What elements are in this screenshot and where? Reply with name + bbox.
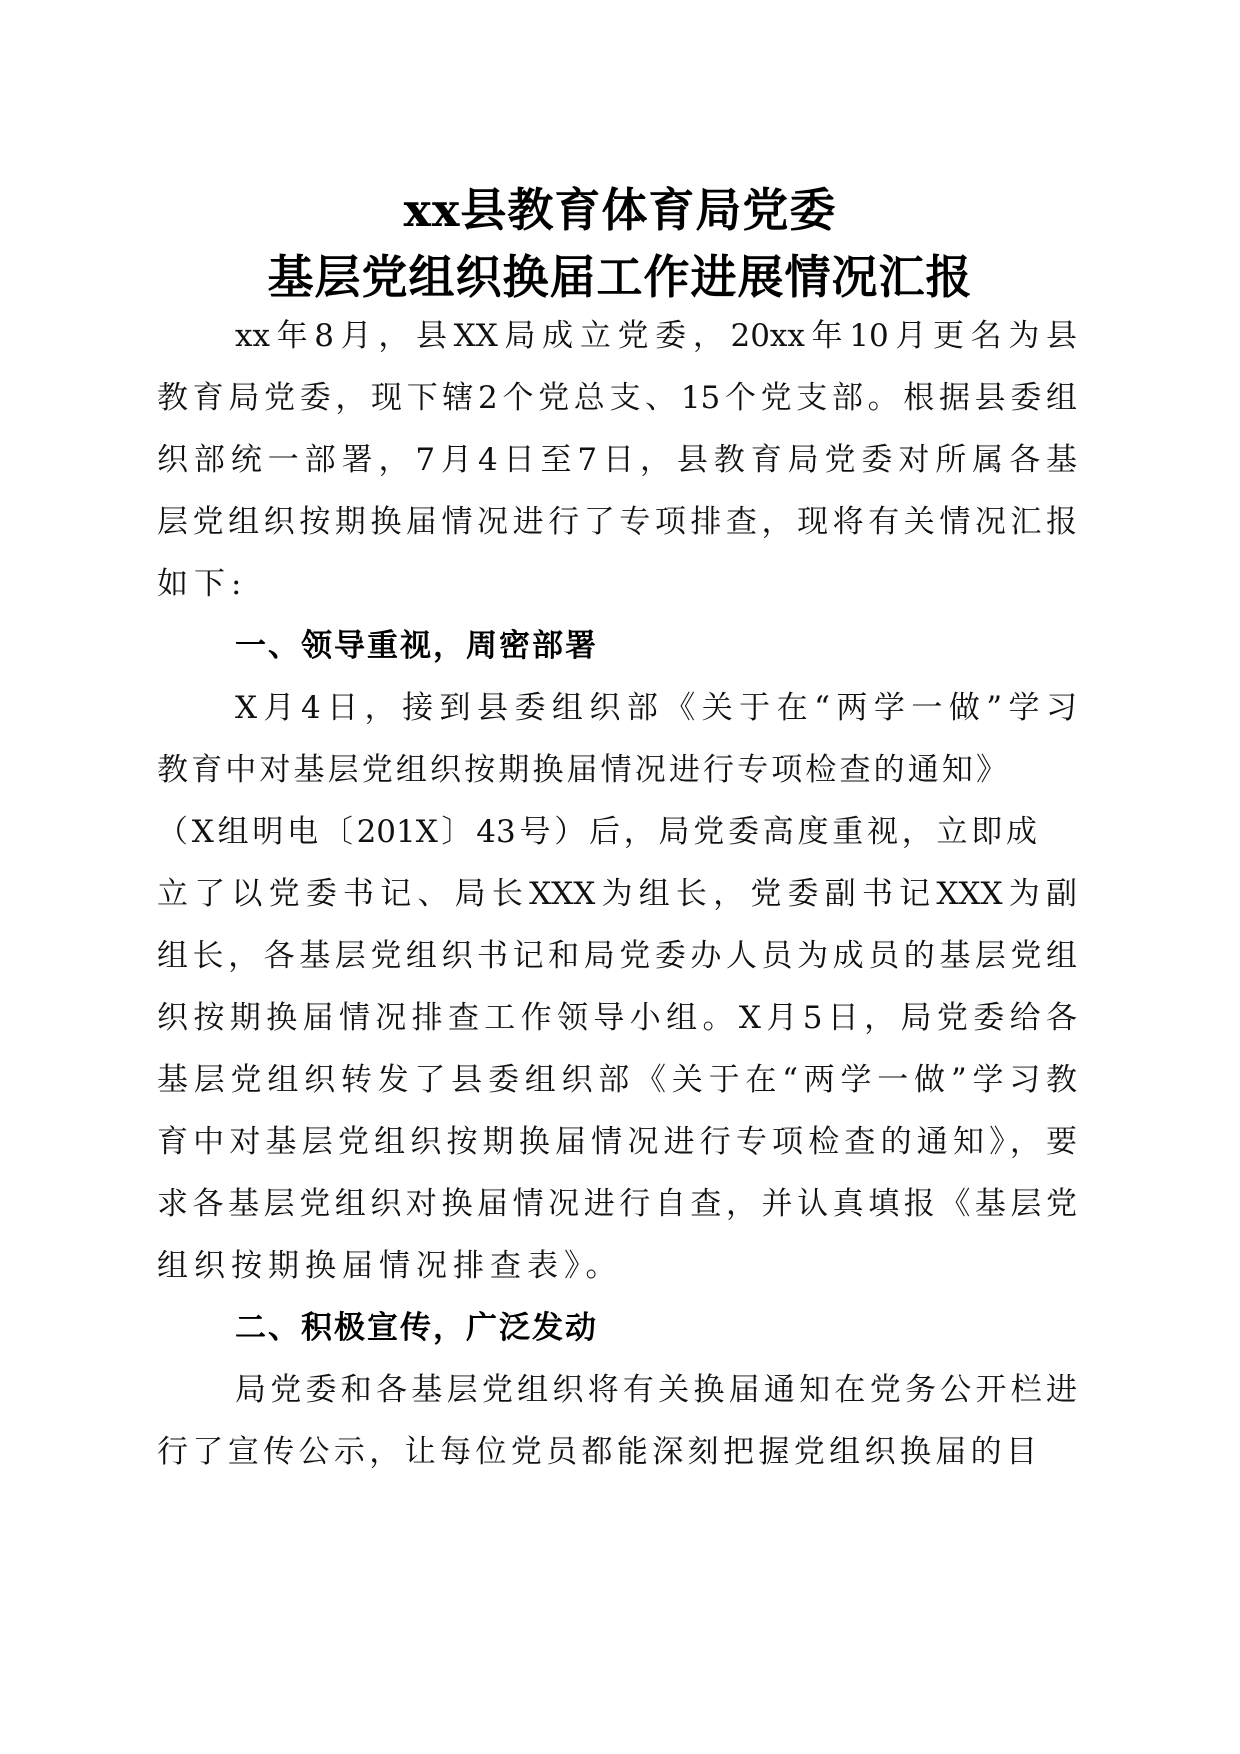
paragraph-line: 织部统一部署，7月4日至7日，县教育局党委对所属各基	[157, 442, 1077, 478]
paragraph-line: 如下:	[157, 566, 248, 602]
paragraph-line: X月4日，接到县委组织部《关于在“两学一做”学习	[235, 690, 1077, 726]
document-title-line-1: xx县教育体育局党委	[403, 183, 837, 237]
paragraph-line: （X组明电〔201X〕43号）后，局党委高度重视，立即成	[157, 814, 1037, 850]
paragraph-line: 教育中对基层党组织按期换届情况进行专项检查的通知》	[157, 752, 1007, 788]
section-heading: 二、积极宣传，广泛发动	[235, 1310, 598, 1346]
paragraph-line: 织按期换届情况排查工作领导小组。X月5日，局党委给各	[157, 1000, 1077, 1036]
paragraph-line: 组长，各基层党组织书记和局党委办人员为成员的基层党组	[157, 938, 1077, 974]
paragraph-line: 立了以党委书记、局长XXX为组长，党委副书记XXX为副	[157, 876, 1077, 912]
paragraph-line: xx年8月，县XX局成立党委，20xx年10月更名为县	[235, 318, 1077, 354]
paragraph-line: 局党委和各基层党组织将有关换届通知在党务公开栏进	[235, 1372, 1077, 1408]
paragraph-line: 基层党组织转发了县委组织部《关于在“两学一做”学习教	[157, 1062, 1077, 1098]
section-heading: 一、领导重视，周密部署	[235, 628, 598, 664]
paragraph-line: 行了宣传公示，让每位党员都能深刻把握党组织换届的目	[157, 1434, 1037, 1470]
paragraph-line: 层党组织按期换届情况进行了专项排查，现将有关情况汇报	[157, 504, 1077, 540]
paragraph-line: 求各基层党组织对换届情况进行自查，并认真填报《基层党	[157, 1186, 1077, 1222]
paragraph-line: 组织按期换届情况排查表》。	[157, 1248, 623, 1284]
paragraph-line: 教育局党委，现下辖2个党总支、15个党支部。根据县委组	[157, 380, 1077, 416]
document-title-line-2: 基层党组织换届工作进展情况汇报	[267, 250, 973, 304]
paragraph-line: 育中对基层党组织按期换届情况进行专项检查的通知》，要	[157, 1124, 1077, 1160]
